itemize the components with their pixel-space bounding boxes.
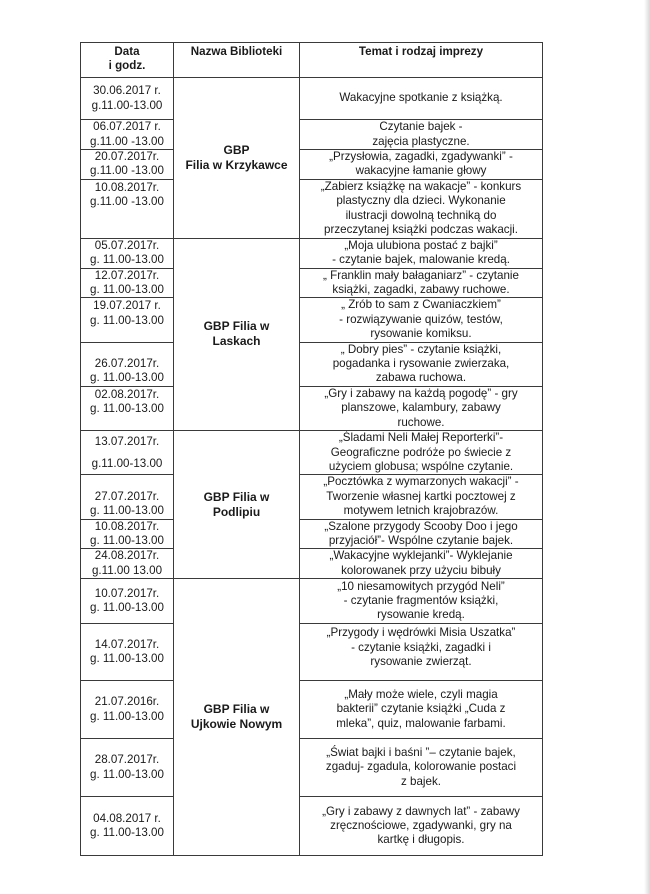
table-row [81,298,543,342]
table-row [81,120,543,150]
event-date: 27.07.2017r. g. 11.00-13.00 [81,475,174,519]
event-topic: „ Dobry pies” - czytanie książki, pogadanka i rysowanie zwierzaka, zabawa ruchowa. [300,342,543,386]
event-topic: „Gry i zabawy na każdą pogodę” - gry planszowe, kalambury, zabawy ruchowe. [300,386,543,430]
events-table [80,42,543,856]
table-row [81,549,543,579]
table-row [81,150,543,180]
event-date: 30.06.2017 r. g.11.00-13.00 [81,78,174,120]
event-topic: „ Franklin mały bałaganiarz” - czytanie książki, zagadki, zabawy ruchowe. [300,268,543,298]
event-date: 02.08.2017r. g. 11.00-13.00 [81,386,174,430]
table-row [81,238,543,268]
table-row [81,386,543,430]
table-row [81,797,543,856]
event-topic: „Mały może wiele, czyli magia bakterii” czytanie książki „Cuda z mleka”, quiz, malowanie farbami. [300,681,543,739]
event-topic: „Pocztówka z wymarzonych wakacji” - Tworzenie własnej kartki pocztowej z motywem letnich krajobrazów. [300,475,543,519]
table-row [81,78,543,120]
event-topic: „Śladami Neli Małej Reporterki”- Geograficzne podróże po świecie z użyciem globusa; wspólne czytanie. [300,431,543,475]
table-row [81,681,543,739]
page-edge-shadow [644,0,650,894]
event-topic: Wakacyjne spotkanie z książką. [300,78,543,120]
event-topic: „Wakacyjne wyklejanki”- Wyklejanie kolorowanek przy użyciu bibuły [300,549,543,579]
event-topic: „Moja ulubiona postać z bajki” - czytanie bajek, malowanie kredą. [300,238,543,268]
header-date: Data i godz. [81,43,174,78]
table-row [81,739,543,797]
event-date: 10.08.2017r. g.11.00 -13.00 [81,179,174,238]
event-topic: Czytanie bajek - zajęcia plastyczne. [300,120,543,150]
event-topic: „Gry i zabawy z dawnych lat” - zabawy zręcznościowe, zgadywanki, gry na kartkę i długopis. [300,797,543,856]
event-date: 12.07.2017r. g. 11.00-13.00 [81,268,174,298]
event-date: 21.07.2016r. g. 11.00-13.00 [81,681,174,739]
table-row [81,179,543,238]
header-topic: Temat i rodzaj imprezy [300,43,543,78]
table-row [81,624,543,681]
event-date: 28.07.2017r. g. 11.00-13.00 [81,739,174,797]
table-row [81,268,543,298]
event-date: 19.07.2017 r. g. 11.00-13.00 [81,298,174,342]
library-name: GBP Filia w Laskach [174,238,300,430]
event-date: 26.07.2017r. g. 11.00-13.00 [81,342,174,386]
library-name: GBP Filia w Ujkowie Nowym [174,579,300,856]
table-row [81,475,543,519]
event-date: 06.07.2017 r. g.11.00 -13.00 [81,120,174,150]
event-topic: „Szalone przygody Scooby Doo i jego przyjaciół”- Wspólne czytanie bajek. [300,519,543,549]
table-row [81,342,543,386]
event-date: 14.07.2017r. g. 11.00-13.00 [81,624,174,681]
library-name: GBP Filia w Krzykawce [174,78,300,239]
table-row [81,579,543,624]
table-row [81,519,543,549]
event-date: 05.07.2017r. g. 11.00-13.00 [81,238,174,268]
event-date: 10.08.2017r. g. 11.00-13.00 [81,519,174,549]
event-topic: „Przygody i wędrówki Misia Uszatka” - czytanie książki, zagadki i rysowanie zwierząt. [300,624,543,681]
event-topic: „Zabierz książkę na wakacje” - konkurs plastyczny dla dzieci. Wykonanie ilustracji dowolną techniką do przeczytanej książki podczas wakacji. [300,179,543,238]
event-topic: „10 niesamowitych przygód Neli” - czytanie fragmentów książki, rysowanie kredą. [300,579,543,624]
event-date: 04.08.2017 r. g. 11.00-13.00 [81,797,174,856]
table-row [81,431,543,475]
event-topic: „Przysłowia, zagadki, zgadywanki” - wakacyjne łamanie głowy [300,150,543,180]
event-date: 24.08.2017r. g.11.00 13.00 [81,549,174,579]
event-date: 13.07.2017r. g.11.00-13.00 [81,431,174,475]
header-library: Nazwa Biblioteki [174,43,300,78]
event-date: 20.07.2017r. g.11.00 -13.00 [81,150,174,180]
library-name: GBP Filia w Podlipiu [174,431,300,579]
event-date: 10.07.2017r. g. 11.00-13.00 [81,579,174,624]
event-topic: „Świat bajki i baśni ”– czytanie bajek, zgaduj- zgadula, kolorowanie postaci z bajek. [300,739,543,797]
header-row [81,43,543,78]
event-topic: „ Zrób to sam z Cwaniaczkiem” - rozwiązywanie quizów, testów, rysowanie komiksu. [300,298,543,342]
